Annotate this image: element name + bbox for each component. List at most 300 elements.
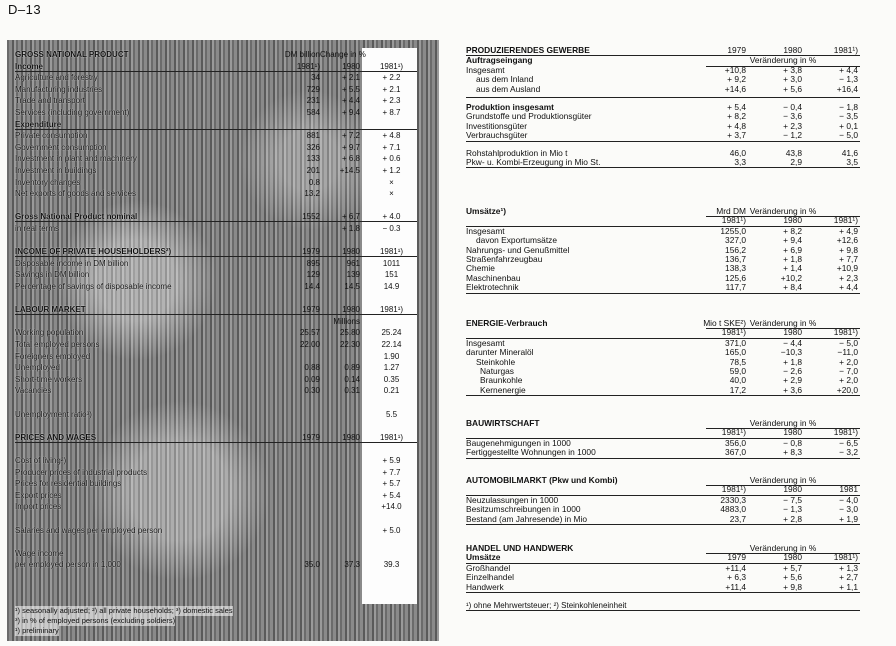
current-value-cell: 25.24 — [381, 328, 402, 338]
value-cell: 22.00 — [299, 340, 320, 349]
value-cell: − 6,5 — [839, 437, 858, 448]
value-cell: + 8,2 — [727, 111, 746, 122]
row-label: Export prices — [15, 490, 62, 500]
bauwirtschaft-table — [466, 419, 860, 459]
value-cell: 1255,0 — [720, 225, 746, 236]
value-cell: 78,5 — [729, 356, 746, 367]
value-cell: 356,0 — [725, 437, 746, 448]
row-label: Insgesamt — [466, 225, 505, 236]
value-cell: 1981¹) — [296, 61, 320, 71]
value-cell: 46,0 — [729, 147, 746, 158]
value-cell: 1979 — [302, 247, 320, 257]
value-cell: − 2,6 — [783, 365, 802, 376]
value-cell: 0.31 — [344, 386, 360, 396]
value-cell: + 6,3 — [727, 572, 746, 583]
table-row — [15, 420, 431, 431]
row-label: Verbrauchsgüter — [466, 130, 528, 141]
year-header: 1980 — [783, 327, 802, 338]
row-label: Wage income — [15, 548, 64, 558]
table-row — [15, 107, 431, 118]
current-value-cell: + 7.7 — [382, 467, 401, 477]
table-row — [466, 131, 860, 140]
value-cell: −11,0 — [837, 347, 858, 358]
row-label: Insgesamt — [466, 337, 505, 348]
value-cell: 584 — [306, 108, 320, 117]
current-value-cell: + 4.0 — [382, 212, 401, 222]
value-cell: 4883,0 — [720, 504, 746, 515]
row-label: Investment in buildings — [15, 166, 97, 175]
value-cell: 3,3 — [734, 156, 746, 167]
value-cell: 1980 — [342, 247, 360, 257]
value-cell: − 4,0 — [839, 494, 858, 505]
row-label: Producer prices of industrial products — [15, 467, 148, 477]
value-cell: 37.3 — [344, 560, 360, 570]
row-label: Elektrotechnik — [466, 282, 519, 293]
table-row — [15, 269, 431, 280]
value-cell: + 7,7 — [839, 253, 858, 264]
current-value-cell: 1981¹) — [379, 247, 404, 257]
handel-handwerk-table — [466, 544, 860, 611]
table-row — [466, 283, 860, 292]
page-number: D–13 — [8, 2, 42, 17]
value-cell: 23,7 — [729, 513, 746, 524]
value-cell: + 6.7 — [341, 212, 360, 222]
value-cell: 0.8 — [308, 177, 320, 187]
row-label: Working population — [15, 328, 84, 338]
footnote-line: ¹) seasonally adjusted; ²) all private households; ³) domestic sales — [15, 606, 233, 615]
row-label: Import prices — [15, 502, 62, 512]
current-value-cell: 39.3 — [383, 560, 400, 570]
table-title: BAUWIRTSCHAFT — [466, 418, 540, 428]
change-label: Veränderung in % — [706, 56, 860, 66]
value-cell: 881 — [306, 131, 320, 141]
value-cell: + 3,8 — [783, 64, 802, 75]
row-label: Services (including government) — [15, 108, 130, 117]
value-cell: − 1,3 — [783, 504, 802, 515]
year-header: 1980 — [783, 552, 802, 563]
row-label: Net exports of goods and services — [15, 189, 136, 199]
table-row — [15, 513, 431, 524]
value-cell: 34 — [311, 73, 320, 83]
value-cell: 117,7 — [725, 282, 746, 293]
value-cell: 1979 — [302, 432, 320, 442]
table-row — [15, 130, 431, 141]
row-label: Nahrungs- und Genußmittel — [466, 244, 570, 255]
table-row — [15, 84, 431, 95]
table-row — [15, 559, 431, 570]
value-cell: + 3,7 — [727, 130, 746, 141]
value-cell: 371,0 — [725, 337, 746, 348]
current-value-cell: 1011 — [382, 258, 401, 268]
row-label: Insgesamt — [466, 64, 505, 75]
current-value-cell: 1.90 — [383, 351, 400, 361]
value-cell: + 9.7 — [341, 142, 360, 152]
value-cell: 40,0 — [729, 375, 746, 386]
value-cell: 961 — [346, 258, 360, 268]
table-row — [15, 165, 431, 176]
year-header: 1981¹) — [833, 45, 858, 55]
row-label: Vacancies — [15, 386, 52, 396]
table-row — [15, 281, 431, 292]
table-row — [15, 200, 431, 211]
value-cell: − 1,2 — [783, 130, 802, 141]
value-cell: + 1,4 — [783, 263, 802, 274]
value-cell: + 2,3 — [783, 120, 802, 131]
value-cell: + 0,1 — [839, 120, 858, 131]
row-label: Besitzumschreibungen in 1000 — [466, 504, 581, 515]
value-cell: + 2,3 — [839, 272, 858, 283]
value-cell: 327,0 — [725, 235, 746, 246]
table-title: PRODUZIERENDES GEWERBE — [466, 45, 590, 55]
current-value-cell: − 0.3 — [382, 224, 401, 233]
left-photocopy-panel — [7, 40, 439, 641]
value-cell: + 5.5 — [341, 84, 360, 94]
value-cell: + 9,8 — [839, 244, 858, 255]
value-cell: + 8,2 — [783, 225, 802, 236]
row-label: Total employed persons — [15, 340, 100, 349]
row-label: Percentage of savings of disposable income — [15, 282, 172, 291]
row-label: Trade and transport — [15, 96, 85, 106]
current-value-cell: + 2.2 — [382, 73, 401, 83]
value-cell: − 3,5 — [839, 111, 858, 122]
value-cell: 1980 — [342, 432, 360, 442]
value-cell: − 7,5 — [783, 494, 802, 505]
table-row — [466, 515, 860, 524]
table-row — [15, 327, 431, 338]
value-cell: − 7,0 — [839, 365, 858, 376]
current-value-cell: 1981¹) — [379, 432, 404, 442]
value-cell: + 1,3 — [839, 562, 858, 573]
year-header: 1979 — [727, 552, 746, 563]
value-cell: +10,2 — [780, 272, 802, 283]
year-header: 1981¹) — [833, 552, 858, 563]
table-row — [15, 223, 431, 234]
current-value-cell: 1981¹) — [379, 305, 404, 315]
table-row — [466, 583, 860, 592]
value-cell: + 5,6 — [783, 83, 802, 94]
row-label: Investitionsgüter — [466, 120, 527, 131]
row-label: GROSS NATIONAL PRODUCT — [15, 50, 129, 59]
value-cell: − 0,4 — [783, 101, 802, 112]
table-row — [15, 72, 431, 83]
table-row — [15, 258, 431, 269]
row-label: Grundstoffe und Produktionsgüter — [466, 111, 592, 122]
value-cell: 231 — [306, 96, 320, 106]
table-row — [15, 49, 431, 60]
value-cell: 125,6 — [725, 272, 746, 283]
value-cell: +16,4 — [836, 83, 858, 94]
value-cell: − 5,0 — [839, 337, 858, 348]
value-cell: + 4.4 — [341, 96, 360, 106]
value-cell: 13.2 — [304, 189, 320, 199]
table-row — [15, 153, 431, 164]
value-cell: +10,9 — [836, 263, 858, 274]
value-cell: 1552 — [302, 212, 320, 222]
row-label: Agriculture and forestry — [15, 73, 98, 83]
value-cell: 1980 — [342, 61, 360, 71]
row-label: Kernenergie — [480, 384, 526, 395]
current-value-cell: 22.14 — [381, 340, 402, 349]
row-label: Chemie — [466, 263, 495, 274]
row-label: aus dem Ausland — [476, 83, 541, 94]
current-value-cell: 151 — [384, 270, 399, 280]
table-row — [15, 293, 431, 304]
value-cell: − 3,2 — [839, 447, 858, 458]
row-label: Salaries and wages per employed person — [15, 525, 163, 535]
value-cell: + 2,7 — [839, 572, 858, 583]
value-cell: 139 — [346, 270, 360, 280]
current-value-cell: 1981¹) — [379, 61, 404, 71]
row-label: Steinkohle — [476, 356, 516, 367]
value-cell: − 4,4 — [783, 337, 802, 348]
value-cell: + 4,4 — [839, 64, 858, 75]
value-cell: 0.30 — [304, 386, 320, 396]
row-label: Braunkohle — [480, 375, 523, 386]
value-cell: 25.57 — [299, 328, 320, 338]
value-cell: − 3,0 — [839, 504, 858, 515]
table-row — [466, 386, 860, 395]
value-cell: 156,2 — [725, 244, 746, 255]
table-row — [15, 235, 431, 246]
value-cell: + 1,8 — [783, 253, 802, 264]
value-cell: 136,7 — [725, 253, 746, 264]
year-header: 1980 — [783, 484, 802, 495]
table-row — [466, 448, 860, 457]
year-header: 1981¹) — [721, 484, 746, 495]
current-value-cell: + 0.6 — [382, 154, 401, 164]
value-cell: + 8,4 — [783, 282, 802, 293]
row-label: Unemployed — [15, 363, 60, 373]
year-header: 1981¹) — [721, 215, 746, 226]
table-row — [15, 548, 431, 559]
current-value-cell: 5.5 — [385, 409, 398, 419]
table-row — [15, 443, 431, 454]
row-label: Bestand (am Jahresende) in Mio — [466, 513, 588, 524]
current-value-cell: + 2.3 — [382, 96, 401, 106]
row-label: Großhandel — [466, 562, 511, 573]
value-cell: + 6.8 — [341, 154, 360, 164]
year-header: 1979 — [727, 45, 746, 55]
table-row — [15, 316, 431, 327]
value-cell: + 2,9 — [783, 375, 802, 386]
value-cell: + 7.2 — [341, 131, 360, 141]
value-cell: 25.80 — [339, 328, 360, 338]
footnote-text: ¹) ohne Mehrwertsteuer; ²) Steinkohleneinheit — [466, 600, 627, 610]
value-cell: + 8,3 — [783, 447, 802, 458]
value-cell: + 4,4 — [839, 282, 858, 293]
value-cell: + 9,2 — [727, 74, 746, 85]
table-row — [15, 351, 431, 362]
value-cell: 326 — [306, 142, 320, 152]
current-value-cell: + 5.0 — [382, 525, 401, 535]
value-cell: − 5,0 — [839, 130, 858, 141]
current-value-cell: + 5.7 — [382, 479, 401, 489]
value-cell: 14.4 — [304, 282, 320, 291]
row-label: Savings in DM billion — [15, 270, 90, 280]
value-cell: 367,0 — [725, 447, 746, 458]
change-label: Veränderung in % — [706, 544, 860, 554]
row-label: Prices for residential buildings — [15, 479, 122, 489]
value-cell: + 5,6 — [783, 572, 802, 583]
row-label: Cost of living²) — [15, 456, 67, 465]
year-header: 1980 — [783, 45, 802, 55]
row-label: Income — [15, 61, 44, 71]
value-cell: + 5,4 — [727, 101, 746, 112]
table-row — [15, 374, 431, 385]
change-label: Veränderung in % — [706, 207, 860, 217]
value-cell: + 2,8 — [783, 513, 802, 524]
current-value-cell: × — [389, 189, 394, 199]
value-cell: 138,3 — [725, 263, 746, 274]
table-title: HANDEL UND HANDWERK — [466, 543, 574, 553]
current-value-cell: + 8.7 — [382, 108, 401, 117]
table-row — [15, 385, 431, 396]
table-row — [15, 409, 431, 420]
row-label: Inventory changes — [15, 177, 81, 187]
current-value-cell: × — [389, 177, 394, 187]
table-row — [15, 525, 431, 536]
current-value-cell: + 5.9 — [382, 456, 401, 465]
row-label: INCOME OF PRIVATE HOUSEHOLDERS²) — [15, 247, 172, 257]
umsaetze-table — [466, 207, 860, 294]
row-label: Rohstahlproduktion in Mio t — [466, 147, 568, 158]
row-label: Handwerk — [466, 581, 504, 592]
value-cell: 133 — [306, 154, 320, 164]
value-cell: 729 — [306, 84, 320, 94]
value-cell: +12,6 — [836, 235, 858, 246]
value-cell: 0.09 — [304, 374, 320, 384]
row-label: PRICES AND WAGES — [15, 432, 97, 442]
value-cell: + 1,8 — [783, 356, 802, 367]
value-cell: + 1,9 — [839, 513, 858, 524]
table-row — [15, 362, 431, 373]
value-cell: 2330,3 — [720, 494, 746, 505]
value-cell: 22.30 — [339, 340, 360, 349]
row-label: Fertiggestellte Wohnungen in 1000 — [466, 447, 596, 458]
value-cell: + 9,8 — [783, 581, 802, 592]
row-label: darunter Mineralöl — [466, 347, 534, 358]
value-cell: 14.5 — [344, 282, 360, 291]
current-value-cell: + 7.1 — [382, 142, 401, 152]
table-row — [15, 339, 431, 350]
row-label: aus dem Inland — [476, 74, 534, 85]
subheader-label: Auftragseingang — [466, 55, 533, 66]
row-label: Manufacturing industries — [15, 84, 103, 94]
value-cell: 0.88 — [304, 363, 320, 373]
value-cell: 129 — [306, 270, 320, 280]
value-cell: 1980 — [342, 305, 360, 315]
unit-label: Mrd DM — [716, 206, 746, 216]
value-cell: −10,3 — [780, 347, 802, 358]
row-label: LABOUR MARKET — [15, 305, 86, 315]
table-title: Umsätze¹) — [466, 206, 507, 216]
value-cell: + 9,4 — [783, 235, 802, 246]
row-label: per employed person in 1,000 — [15, 560, 121, 570]
year-header: 1981¹) — [833, 427, 858, 438]
row-label: Maschinenbau — [466, 272, 521, 283]
value-cell: 35.0 — [304, 560, 320, 570]
value-cell: 3,5 — [846, 156, 858, 167]
year-header: 1981¹) — [721, 427, 746, 438]
table-row — [15, 467, 431, 478]
right-footnote — [466, 601, 860, 610]
table-row — [466, 158, 860, 167]
table-row — [15, 397, 431, 408]
row-label: Foreigners employed — [15, 351, 91, 361]
value-cell: − 3,6 — [783, 111, 802, 122]
row-label: Expenditure — [15, 119, 62, 129]
row-label: Gross National Product nominal — [15, 212, 138, 222]
current-value-cell: 0.21 — [383, 386, 400, 396]
value-cell: − 1,3 — [839, 74, 858, 85]
value-cell: +11,4 — [725, 562, 746, 573]
value-cell: 59,0 — [729, 365, 746, 376]
value-cell: + 1.8 — [341, 224, 360, 233]
current-value-cell: 14.9 — [383, 282, 400, 291]
value-cell: Millions — [333, 316, 360, 326]
table-row — [15, 501, 431, 512]
row-label: Produktion insgesamt — [466, 101, 554, 112]
value-cell: 0.89 — [344, 363, 360, 373]
value-cell: 1979 — [302, 305, 320, 315]
value-cell: + 9.4 — [341, 108, 360, 117]
value-cell: + 4,9 — [839, 225, 858, 236]
footnote-line: ¹) preliminary — [15, 626, 59, 635]
current-value-cell: +14.0 — [381, 502, 402, 512]
current-value-cell: + 1.2 — [382, 166, 401, 175]
value-cell: DM billion — [284, 50, 320, 59]
year-header: 1980 — [783, 215, 802, 226]
table-row — [15, 455, 431, 466]
value-cell: − 0,8 — [783, 437, 802, 448]
produzierendes-gewerbe-table — [466, 46, 860, 168]
year-header: 1981 — [839, 484, 858, 495]
table-title: AUTOMOBILMARKT (Pkw und Kombi) — [466, 475, 618, 485]
table-row — [15, 188, 431, 199]
table-title: ENERGIE-Verbrauch — [466, 318, 548, 328]
current-value-cell: 1.27 — [383, 363, 400, 373]
row-label: Short-time workers — [15, 374, 83, 384]
value-cell: 43,8 — [785, 147, 802, 158]
value-cell: + 4,8 — [727, 120, 746, 131]
table-row — [466, 85, 860, 94]
value-cell: + 3,6 — [783, 384, 802, 395]
value-cell: + 2.1 — [341, 73, 360, 83]
table-row — [15, 478, 431, 489]
change-label: Veränderung in % — [706, 476, 860, 486]
energie-table — [466, 319, 860, 396]
value-cell: 17,2 — [729, 384, 746, 395]
row-label: in real terms — [15, 224, 60, 233]
table-row — [15, 490, 431, 501]
row-label: Einzelhandel — [466, 572, 514, 583]
current-value-cell: + 2.1 — [382, 84, 401, 94]
value-cell: − 1,8 — [839, 101, 858, 112]
value-cell: +20,0 — [836, 384, 858, 395]
value-cell: 895 — [306, 258, 320, 268]
value-cell: 201 — [306, 166, 320, 175]
footnote-line: ³) in % of employed persons (excluding soldiers) — [15, 616, 176, 625]
value-cell: + 2,0 — [839, 356, 858, 367]
value-cell: Change in % — [320, 50, 366, 59]
value-cell: + 2,0 — [839, 375, 858, 386]
change-label: Veränderung in % — [706, 419, 860, 429]
table-row — [15, 142, 431, 153]
left-footnotes — [15, 606, 425, 636]
subheader-label: Umsätze — [466, 552, 501, 563]
row-label: Baugenehmigungen in 1000 — [466, 437, 571, 448]
row-label: Disposable income in DM billion — [15, 258, 129, 268]
